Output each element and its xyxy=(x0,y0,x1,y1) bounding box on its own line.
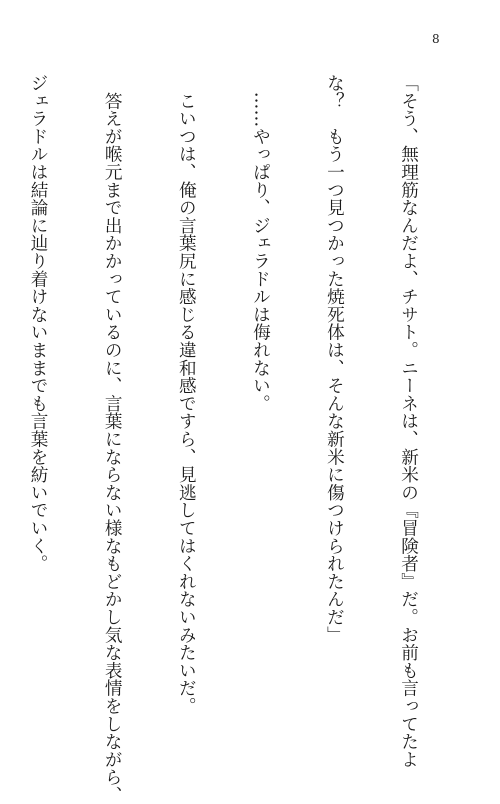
text-line: 「そう、無理筋なんだよ、チサト。ニーネは、新米の『冒険者』だ。お前も言ってたよ xyxy=(398,74,419,769)
page-number: 8 xyxy=(432,32,440,46)
text-line: ジェラドルは結論に辿り着けないままでも言葉を紡いでいく。 xyxy=(28,74,49,573)
text-line: な？ もう一つ見つかった焼死体は、そんな新米に傷つけられたんだ」 xyxy=(324,74,345,644)
text-line: こいつは、俺の言葉尻に感じる違和感ですら、見逃してはくれないみたいだ。 xyxy=(176,74,197,715)
vertical-text-body xyxy=(0,74,470,804)
text-line: ……やっぱり、ジェラドルは侮れない。 xyxy=(250,74,271,413)
text-line: 答えが喉元まで出かかっているのに、言葉にならない様なもどかし気な表情をしながら、 xyxy=(102,74,123,804)
